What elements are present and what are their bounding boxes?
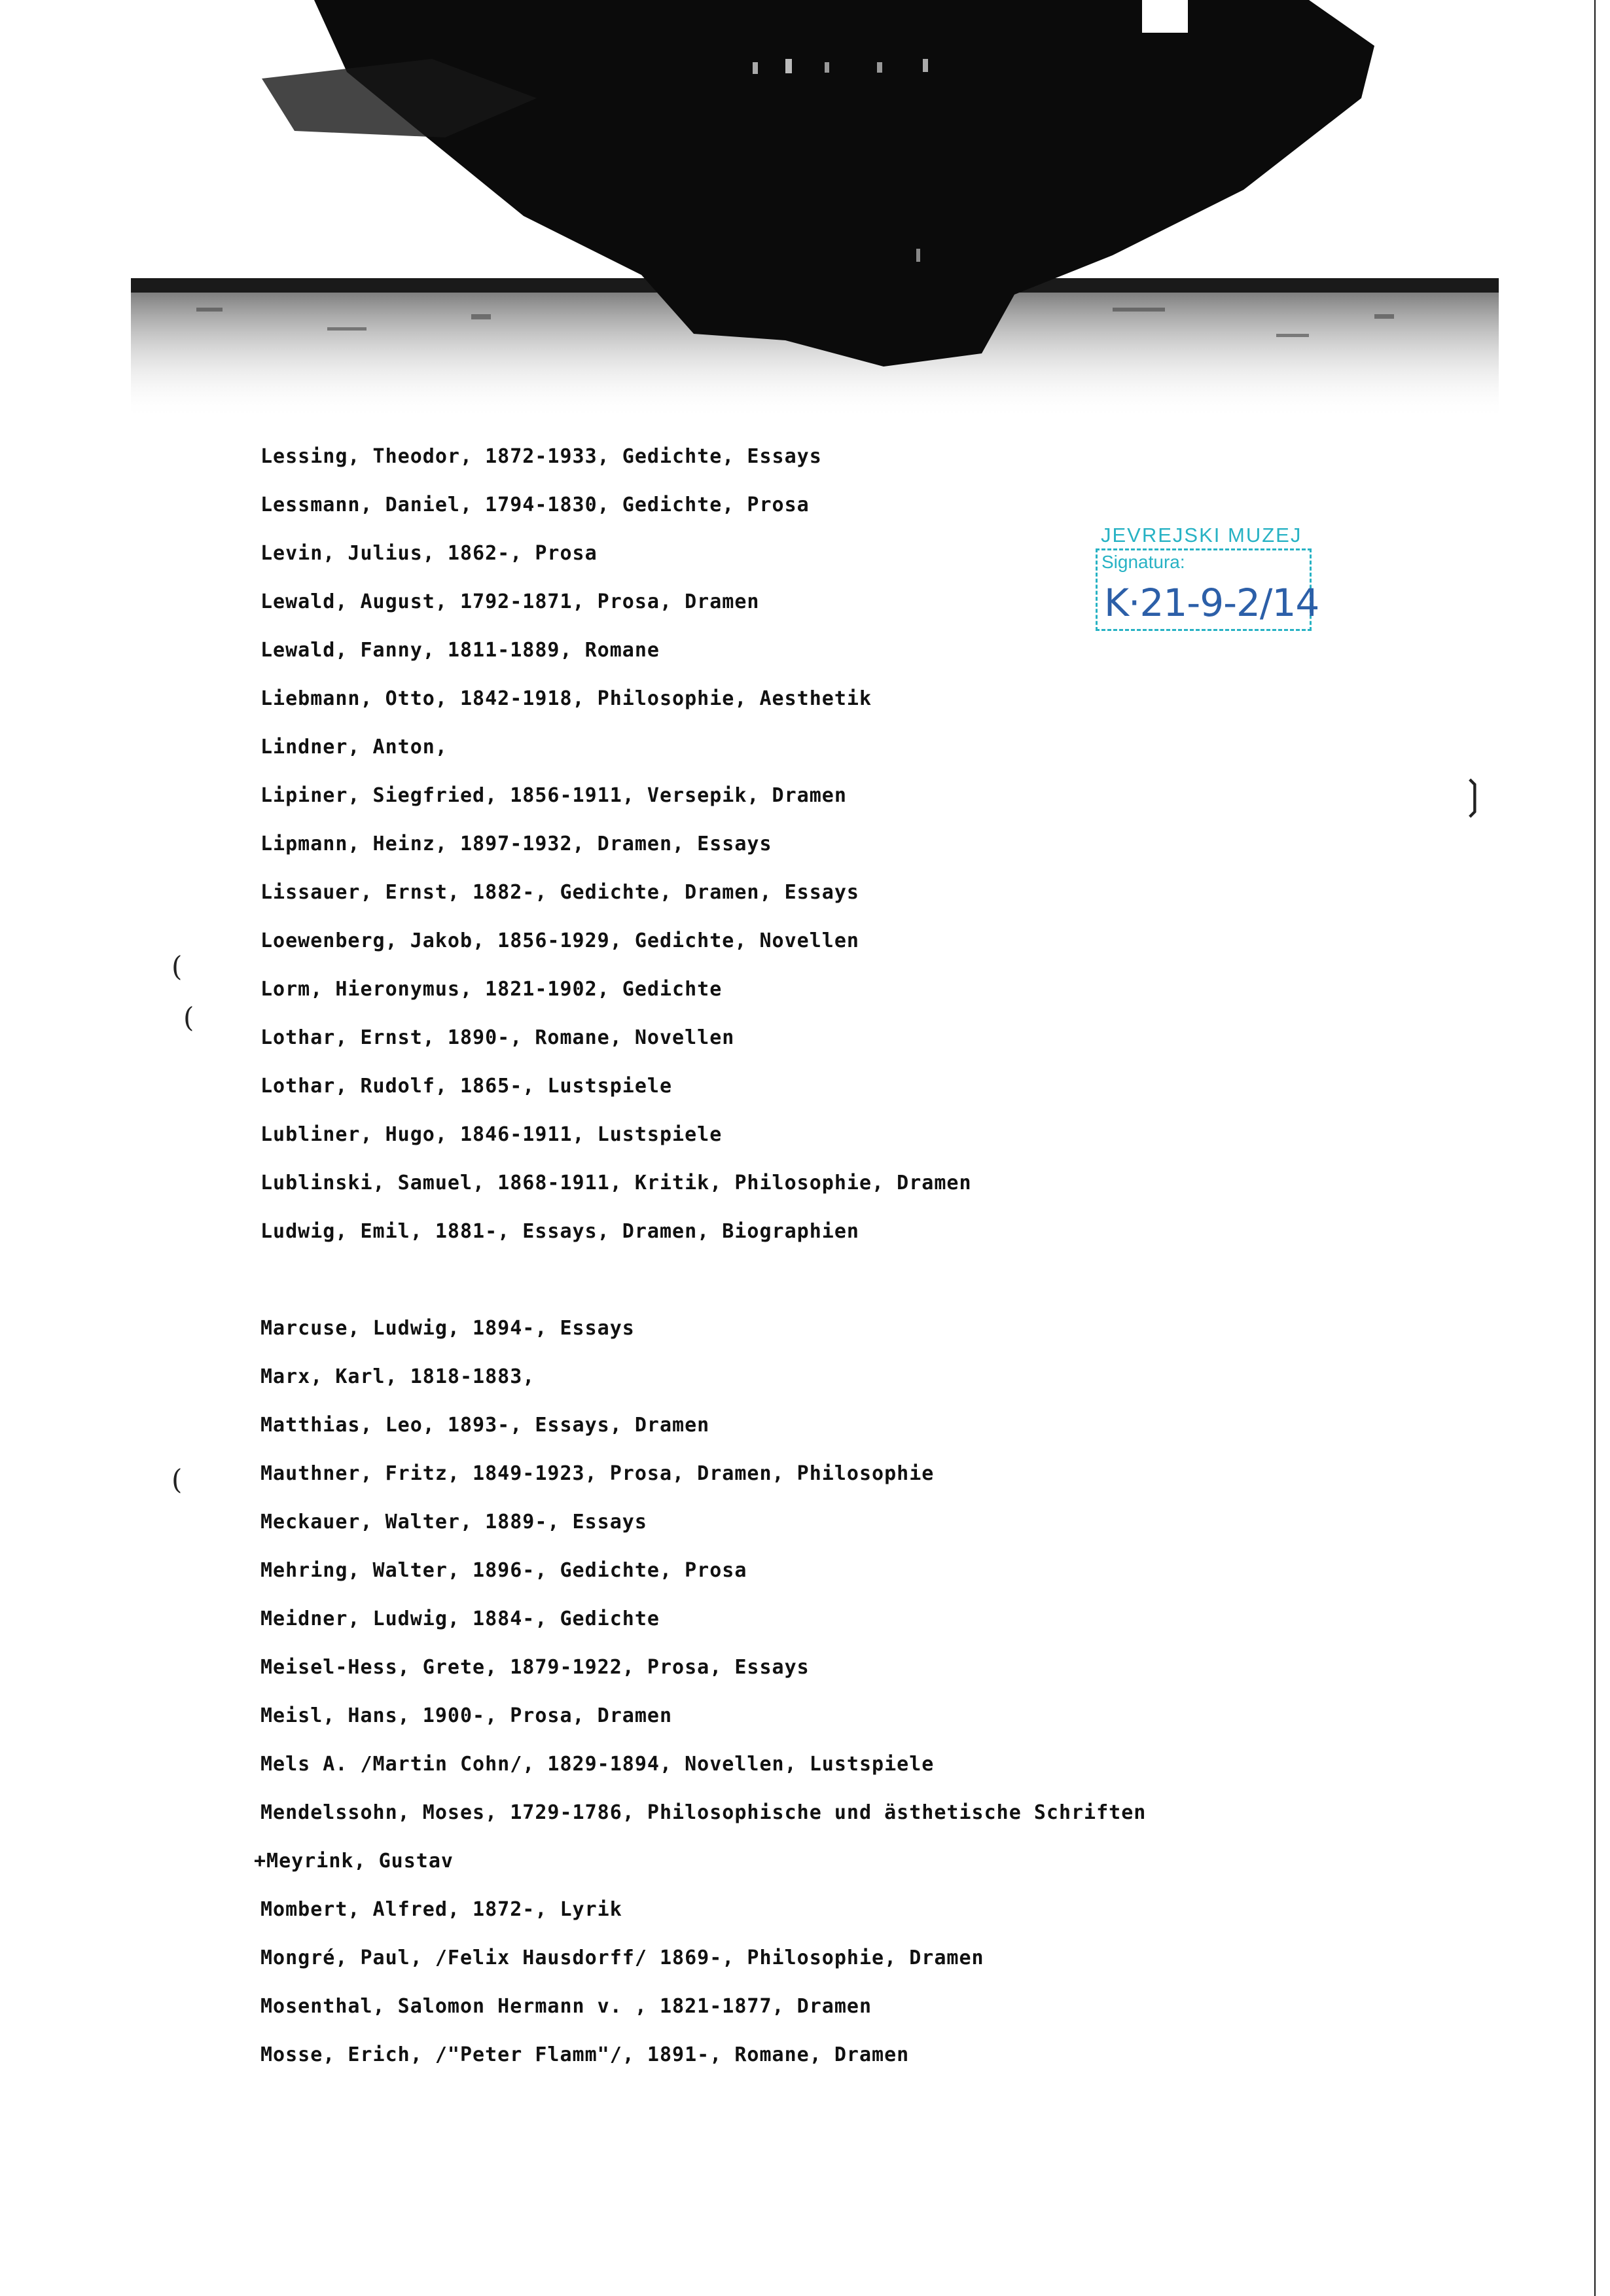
list-item: Lorm, Hieronymus, 1821-1902, Gedichte — [260, 978, 723, 1001]
list-item: Mels A. /Martin Cohn/, 1829-1894, Novellen, Lustspiele — [260, 1753, 935, 1776]
list-item: Lissauer, Ernst, 1882-, Gedichte, Dramen, Essays — [260, 881, 859, 904]
list-item: Mosse, Erich, /"Peter Flamm"/, 1891-, Romane, Dramen — [260, 2043, 910, 2066]
margin-bracket-mark: ( — [171, 1463, 183, 1496]
stamp-label: Signatura: — [1101, 552, 1185, 572]
list-item: Lipmann, Heinz, 1897-1932, Dramen, Essays — [260, 833, 772, 855]
list-item: Meckauer, Walter, 1889-, Essays — [260, 1511, 647, 1534]
handwritten-signature-number: K·21-9-2/14 — [1104, 581, 1319, 625]
page-edge-line — [1594, 0, 1596, 2296]
stamp-museum-name: JEVREJSKI MUZEJ — [1101, 524, 1302, 547]
list-item: Lewald, August, 1792-1871, Prosa, Dramen — [260, 590, 760, 613]
list-item: Ludwig, Emil, 1881-, Essays, Dramen, Biographien — [260, 1220, 859, 1243]
list-item: Meisl, Hans, 1900-, Prosa, Dramen — [260, 1704, 673, 1727]
right-margin-mark: ❳ — [1457, 772, 1490, 818]
photocopy-artifact — [131, 0, 1505, 419]
list-item: Lindner, Anton, — [260, 736, 448, 759]
list-item: Levin, Julius, 1862-, Prosa — [260, 542, 598, 565]
list-item: Loewenberg, Jakob, 1856-1929, Gedichte, Novellen — [260, 929, 859, 952]
list-item: Meisel-Hess, Grete, 1879-1922, Prosa, Essays — [260, 1656, 810, 1679]
margin-bracket-mark: ( — [171, 950, 183, 982]
list-item: Marx, Karl, 1818-1883, — [260, 1365, 535, 1388]
list-item: +Meyrink, Gustav — [254, 1850, 454, 1873]
list-item: Lewald, Fanny, 1811-1889, Romane — [260, 639, 660, 662]
list-item: Mendelssohn, Moses, 1729-1786, Philosophische und ästhetische Schriften — [260, 1801, 1147, 1824]
list-item: Lothar, Ernst, 1890-, Romane, Novellen — [260, 1026, 735, 1049]
margin-bracket-mark: ( — [183, 1001, 194, 1033]
list-item: Mehring, Walter, 1896-, Gedichte, Prosa — [260, 1559, 747, 1582]
list-item: Mosenthal, Salomon Hermann v. , 1821-1877, Dramen — [260, 1995, 872, 2018]
list-item: Mongré, Paul, /Felix Hausdorff/ 1869-, Philosophie, Dramen — [260, 1946, 984, 1969]
list-item: Matthias, Leo, 1893-, Essays, Dramen — [260, 1414, 710, 1437]
list-item: Liebmann, Otto, 1842-1918, Philosophie, Aesthetik — [260, 687, 872, 710]
list-item: Mauthner, Fritz, 1849-1923, Prosa, Dramen, Philosophie — [260, 1462, 935, 1485]
list-item: Lublinski, Samuel, 1868-1911, Kritik, Philosophie, Dramen — [260, 1172, 972, 1194]
list-item: Lessing, Theodor, 1872-1933, Gedichte, Essays — [260, 445, 822, 468]
list-item: Mombert, Alfred, 1872-, Lyrik — [260, 1898, 622, 1921]
list-item: Lessmann, Daniel, 1794-1830, Gedichte, Prosa — [260, 493, 810, 516]
museum-stamp — [1096, 524, 1319, 634]
list-item: Lipiner, Siegfried, 1856-1911, Versepik, Dramen — [260, 784, 847, 807]
list-item: Meidner, Ludwig, 1884-, Gedichte — [260, 1607, 660, 1630]
list-item: Lothar, Rudolf, 1865-, Lustspiele — [260, 1075, 673, 1098]
list-item: Marcuse, Ludwig, 1894-, Essays — [260, 1317, 635, 1340]
stamp-box — [1096, 548, 1319, 631]
list-item: Lubliner, Hugo, 1846-1911, Lustspiele — [260, 1123, 723, 1146]
